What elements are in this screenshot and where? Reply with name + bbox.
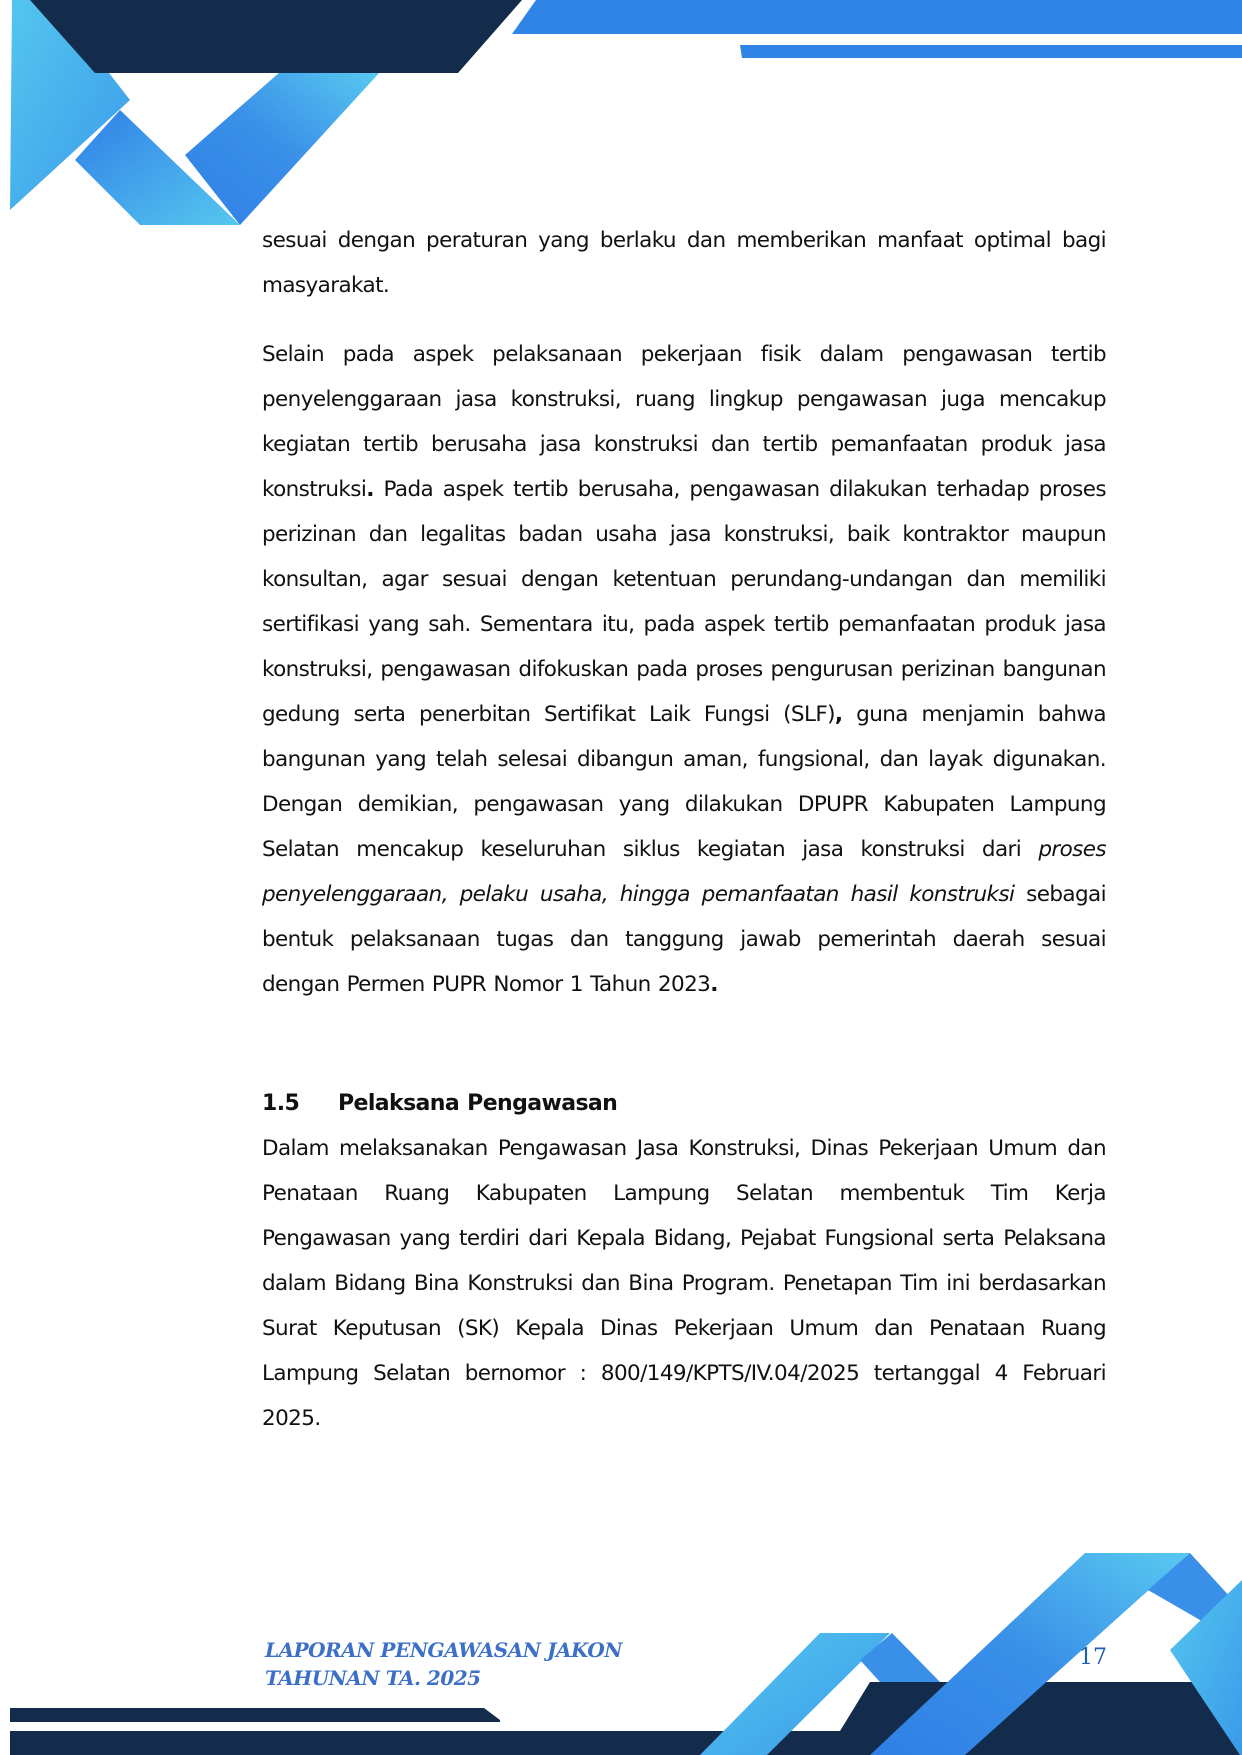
document-body [262, 218, 1106, 1441]
scope-text-part1: Selain pada aspek pelaksanaan pekerjaan fisik dalam pengawasan tertib penyelenggaraan jasa konstruksi, ruang lingkup pengawasan juga mencakup kegiatan tertib berusaha jasa konstruksi dan tertib pemanfaatan produk jasa konstruksi [262, 342, 1106, 502]
scope-text-part2: Pada aspek tertib berusaha, pengawasan dilakukan terhadap proses perizinan dan legalitas badan usaha jasa konstruksi, baik kontraktor maupun konsultan, agar sesuai dengan ketentuan perundang-undangan dan memiliki sertifikasi yang sah. Sementara itu, pada aspek tertib pemanfaatan produk jasa konstruksi, pengawasan difokuskan pada proses pengurusan perizinan bangunan gedung serta penerbitan Sertifikat Laik Fungsi (SLF) [262, 477, 1106, 727]
footer-decoration [10, 1553, 1242, 1755]
header-decoration [10, 0, 1242, 225]
footer-report-title [265, 1636, 622, 1692]
section-paragraph-text: Dalam melaksanakan Pengawasan Jasa Konstruksi, Dinas Pekerjaan Umum dan Penataan Ruang Kabupaten Lampung Selatan membentuk Tim Kerja Pengawasan yang terdiri dari Kepala Bidang, Pejabat Fungsional serta Pelaksana dalam Bidang Bina Konstruksi dan Bina Program. Penetapan Tim ini berdasarkan Surat Keputusan (SK) Kepala Dinas Pekerjaan Umum dan Penataan Ruang Lampung Selatan bernomor : 800/149/KPTS/IV.04/2025 tertanggal 4 Februari 2025. [262, 1136, 1106, 1431]
scope-text-part3: guna menjamin bahwa bangunan yang telah selesai dibangun aman, fungsional, dan layak digunakan. Dengan demikian, pengawasan yang dilakukan DPUPR Kabupaten Lampung Selatan mencakup keseluruhan siklus kegiatan jasa konstruksi dari [262, 702, 1106, 862]
scope-bold-end: . [710, 972, 718, 997]
section-heading [262, 1081, 1106, 1126]
footer-title-line1: LAPORAN PENGAWASAN JAKON [265, 1638, 623, 1662]
intro-paragraph [262, 218, 1106, 308]
scope-bold-period: . [366, 477, 374, 502]
scope-paragraph [262, 332, 1106, 1007]
footer-title-line2: TAHUNAN TA. 2025 [265, 1666, 481, 1690]
scope-bold-comma: , [834, 702, 843, 727]
footer-navy-thin-bar [10, 1708, 500, 1722]
page-number: 17 [1079, 1645, 1107, 1670]
intro-paragraph-text: sesuai dengan peraturan yang berlaku dan memberikan manfaat optimal bagi masyarakat. [262, 228, 1106, 298]
scope-text-part4: sebagai bentuk pelaksanaan tugas dan tanggung jawab pemerintah daerah sesuai dengan Permen PUPR Nomor 1 Tahun 2023 [262, 882, 1106, 997]
section-title: Pelaksana Pengawasan [338, 1091, 618, 1116]
section-paragraph [262, 1126, 1106, 1441]
header-navy-block [30, 0, 522, 73]
scope-italic-text: proses penyelenggaraan, pelaku usaha, hingga pemanfaatan hasil konstruksi [262, 837, 1106, 907]
section-number: 1.5 [262, 1091, 300, 1116]
header-thin-blue-bar [740, 45, 1242, 58]
header-top-blue-bar [512, 0, 1242, 34]
